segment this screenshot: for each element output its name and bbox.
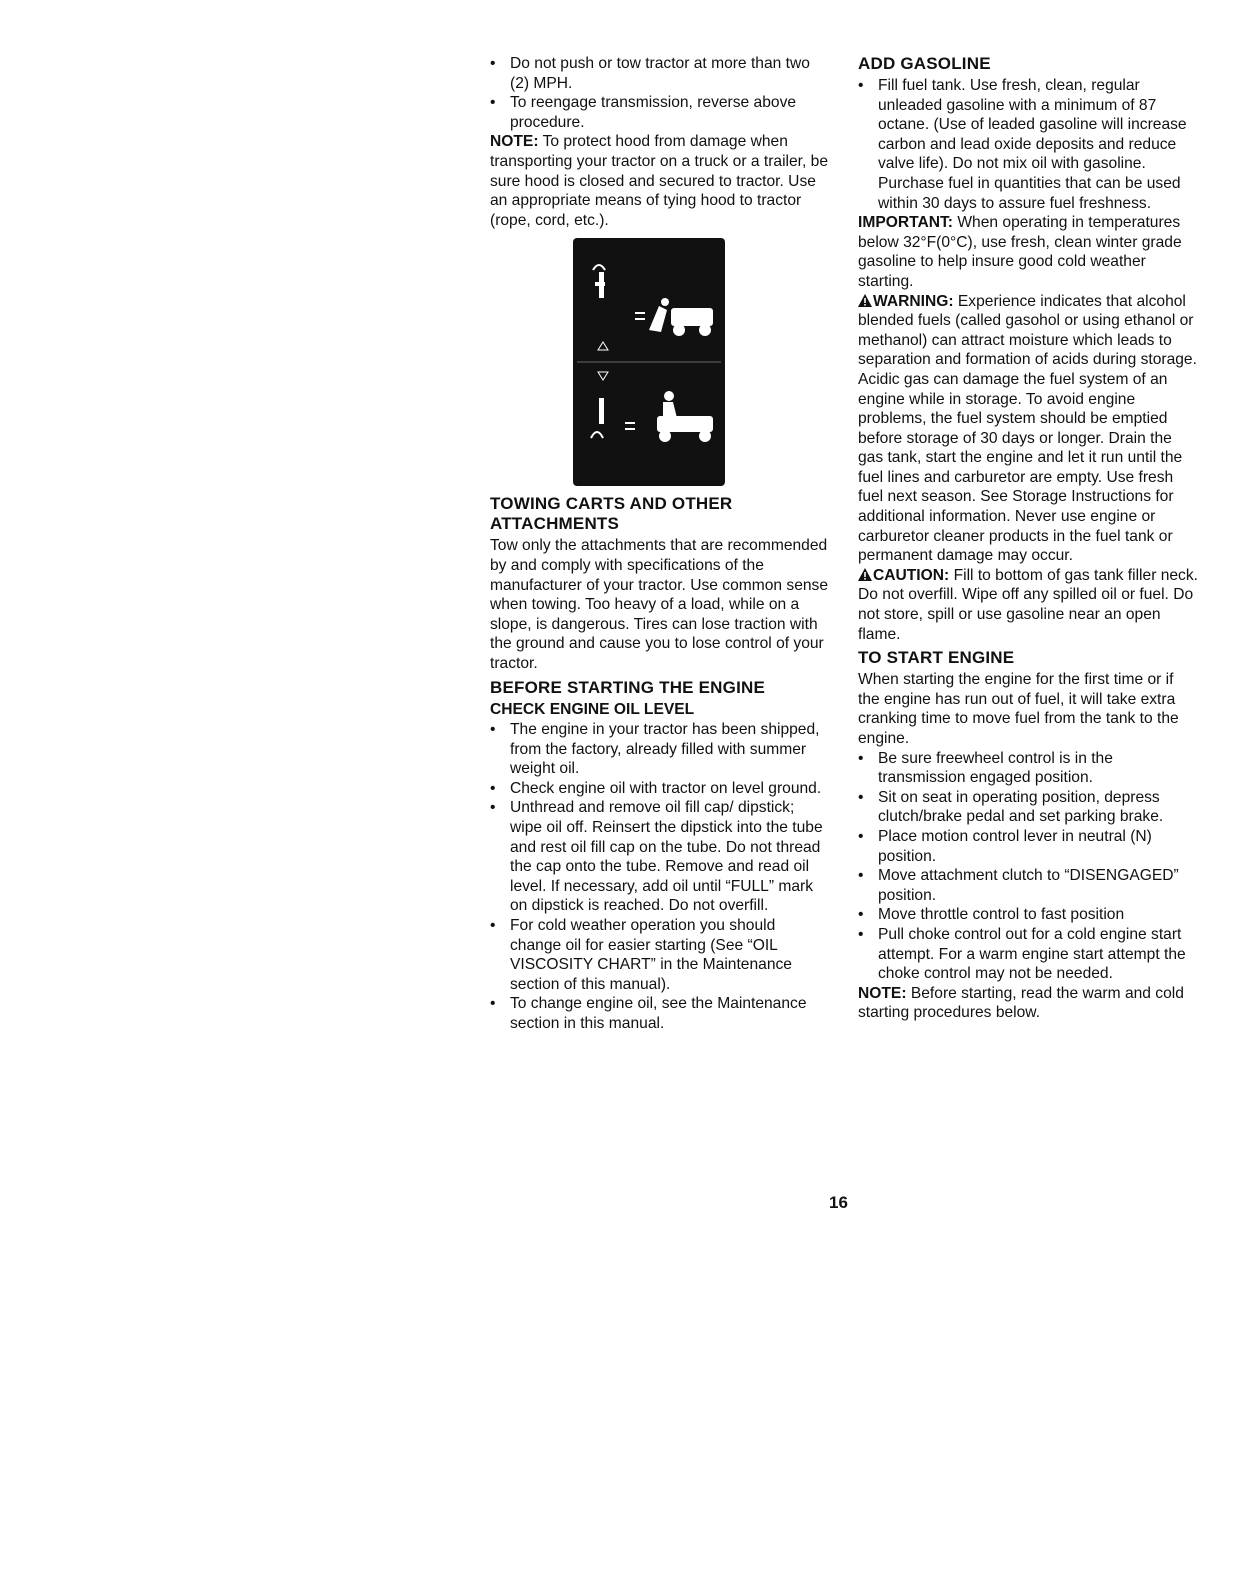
list-item: • The engine in your tractor has been shipped, from the factory, already filled with summer weight oil.	[490, 720, 830, 779]
caution-triangle-icon	[858, 568, 872, 581]
list-item: • Check engine oil with tractor on level ground.	[490, 779, 830, 799]
section-heading-to-start-engine: TO START ENGINE	[858, 648, 1015, 668]
list-item: • Do not push or tow tractor at more than two (2) MPH.	[490, 54, 830, 93]
important-paragraph	[858, 213, 1198, 291]
list-item: • To change engine oil, see the Maintenance section in this manual.	[490, 994, 830, 1033]
subheading-check-oil: CHECK ENGINE OIL LEVEL	[490, 700, 695, 718]
list-item: • Pull choke control out for a cold engine start attempt. For a warm engine start attempt the choke control may not be needed.	[858, 925, 1198, 984]
list-item: • Move attachment clutch to “DISENGAGED” position.	[858, 866, 1198, 905]
list-item: • Unthread and remove oil fill cap/ dipstick; wipe oil off. Reinsert the dipstick into the tube and rest oil fill cap on the tube. Do not thread the cap onto the tube. Remove and read oil level. If necessary, add oil until “FULL” mark on dipstick is reached. Do not overfill.	[490, 798, 830, 916]
start-note-label: NOTE:	[858, 984, 907, 1002]
section-heading-towing: TOWING CARTS AND OTHER ATTACHMENTS	[490, 494, 733, 534]
list-item: • Move throttle control to fast position	[858, 905, 1198, 925]
start-intro-paragraph: When starting the engine for the first time or if the engine has run out of fuel, it will take extra cranking time to move fuel from the tank to the engine.	[858, 671, 1179, 747]
note-paragraph	[490, 132, 830, 230]
list-item: • For cold weather operation you should change oil for easier starting (See “OIL VISCOSITY CHART” in the Maintenance section of this manual).	[490, 916, 830, 994]
warning-text: Experience indicates that alcohol blended fuels (called gasohol or using ethanol or methanol) can attract moisture which leads to separation and formation of acids during storage. Acidic gas can damage the fuel system of an engine while in storage. To avoid engine problems, the fuel system should be emptied before storage of 30 days or longer. Drain the gas tank, start the engine and let it run until the fuel lines and carburetor are empty. Use fresh fuel next season. See Storage Instructions for additional information. Never use engine or carburetor cleaner products in the fuel tank or permanent damage may occur.	[858, 292, 1197, 565]
list-item: • To reengage transmission, reverse above procedure.	[490, 93, 830, 132]
page-number: 16	[829, 1193, 848, 1212]
left-column	[490, 54, 830, 1034]
list-item: • Be sure freewheel control is in the transmission engaged position.	[858, 749, 1198, 788]
note-text: To protect hood from damage when transporting your tractor on a truck or a trailer, be sure hood is closed and secured to tractor. Use an appropriate means of tying hood to tractor (rope, cord, etc.).	[490, 133, 829, 229]
right-column	[858, 54, 1198, 1023]
list-item: • Sit on seat in operating position, depress clutch/brake pedal and set parking brake.	[858, 788, 1198, 827]
caution-paragraph	[858, 566, 1198, 644]
caution-label: CAUTION:	[873, 566, 950, 584]
list-item: • Place motion control lever in neutral (N) position.	[858, 827, 1198, 866]
warning-label: WARNING:	[873, 292, 954, 310]
caution-text: Fill to bottom of gas tank filler neck. Do not overfill. Wipe off any spilled oil or fuel. Do not store, spill or use gasoline near an open flame.	[858, 566, 1198, 643]
freewheel-control-illustration	[573, 238, 725, 486]
important-text: When operating in temperatures below 32°F(0°C), use fresh, clean winter grade gasoline to help insure good cold weather starting.	[858, 214, 1182, 290]
start-note-paragraph	[858, 984, 1198, 1023]
section-heading-add-gasoline: ADD GASOLINE	[858, 54, 991, 73]
section-heading-before-start: BEFORE STARTING THE ENGINE	[490, 677, 766, 697]
list-item: • Fill fuel tank. Use fresh, clean, regular unleaded gasoline with a minimum of 87 octane. (Use of leaded gasoline will increase carbon and lead oxide deposits and reduce valve life). Do not mix oil with gasoline. Purchase fuel in quantities that can be used within 30 days to assure fuel freshness.	[858, 76, 1198, 213]
warning-triangle-icon	[858, 294, 872, 307]
note-label: NOTE:	[490, 133, 539, 151]
towing-paragraph: Tow only the attachments that are recommended by and comply with specifications of the manufacturer of your tractor. Use common sense when towing. Too heavy of a load, while on a slope, is dangerous. Tires can lose traction with the ground and cause you to lose control of your tractor.	[490, 537, 829, 672]
warning-paragraph	[858, 292, 1198, 566]
start-note-text: Before starting, read the warm and cold starting procedures below.	[858, 984, 1184, 1022]
important-label: IMPORTANT:	[858, 214, 953, 232]
